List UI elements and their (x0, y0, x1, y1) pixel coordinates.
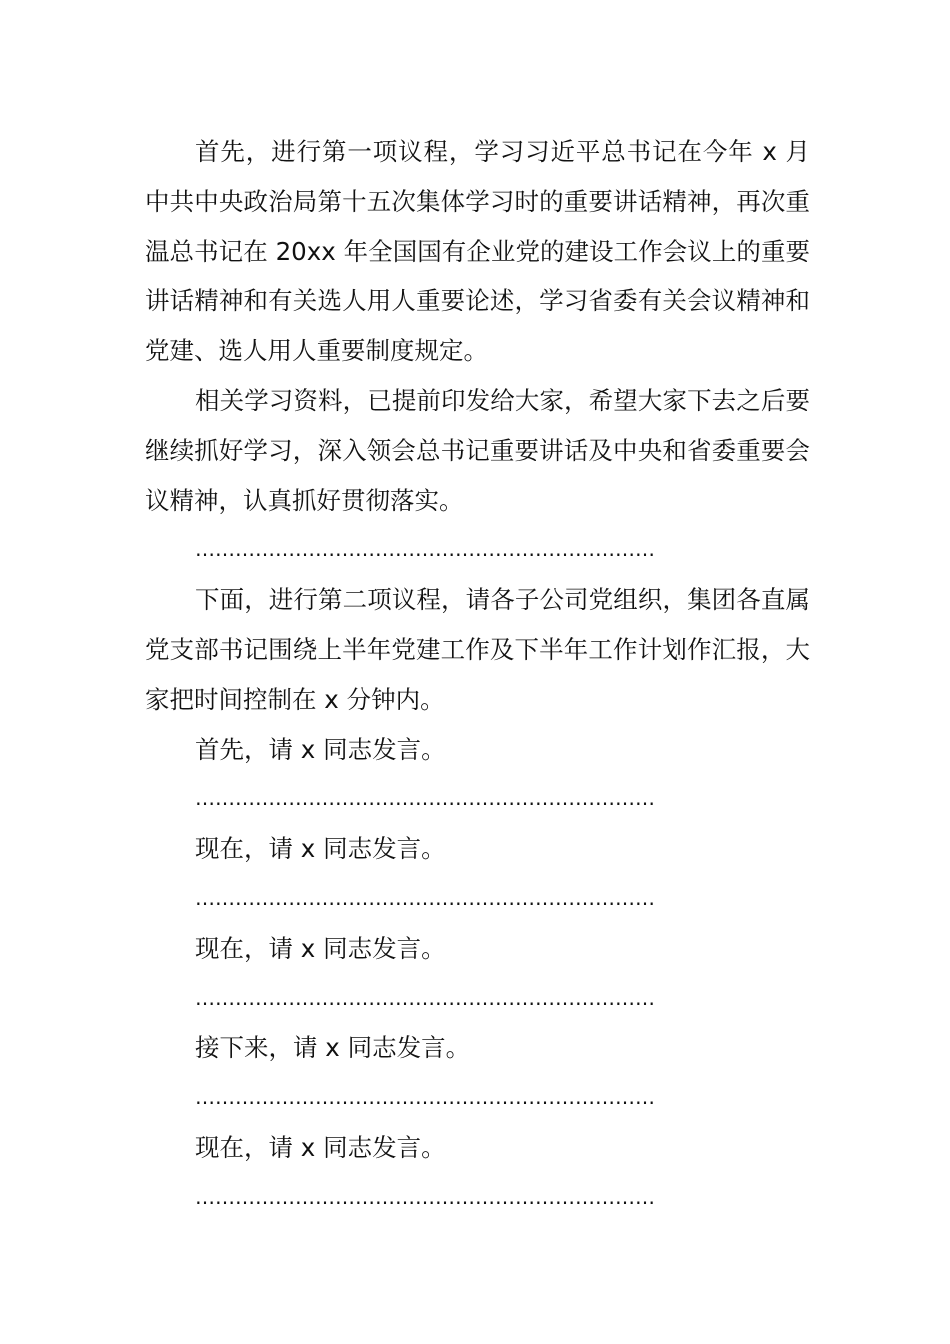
paragraph-agenda-two: 下面，进行第二项议程，请各子公司党组织，集团各直属党支部书记围绕上半年党建工作及下半年工作计划作汇报，大家把时间控制在 x 分钟内。 (145, 585, 810, 714)
ellipsis-separator: …………………………………………………………… (195, 786, 655, 811)
paragraph-agenda-one: 首先，进行第一项议程，学习习近平总书记在今年 x 月中共中央政治局第十五次集体学习时的重要讲话精神，再次重温总书记在 20xx 年全国国有企业党的建设工作会议上的重要讲话精神和有关选人用人重要论述，学习省委有关会议精神和党建、选人用人重要制度规定。 (145, 137, 810, 366)
paragraph-speaker-first: 首先，请 x 同志发言。 (195, 734, 446, 764)
paragraph-speaker-next: 接下来，请 x 同志发言。 (195, 1033, 471, 1063)
paragraph-speaker-third: 现在，请 x 同志发言。 (195, 933, 446, 963)
paragraph-speaker-second: 现在，请 x 同志发言。 (195, 834, 446, 864)
document-body (145, 127, 810, 1223)
ellipsis-separator: …………………………………………………………… (195, 885, 655, 910)
paragraph-study-materials: 相关学习资料，已提前印发给大家，希望大家下去之后要继续抓好学习，深入领会总书记重要讲话及中央和省委重要会议精神，认真抓好贯彻落实。 (145, 385, 810, 515)
ellipsis-separator: …………………………………………………………… (195, 985, 655, 1010)
paragraph-speaker-fifth: 现在，请 x 同志发言。 (195, 1132, 446, 1162)
ellipsis-separator: …………………………………………………………… (195, 537, 655, 562)
ellipsis-separator: …………………………………………………………… (195, 1085, 655, 1110)
ellipsis-separator: …………………………………………………………… (195, 1184, 655, 1209)
